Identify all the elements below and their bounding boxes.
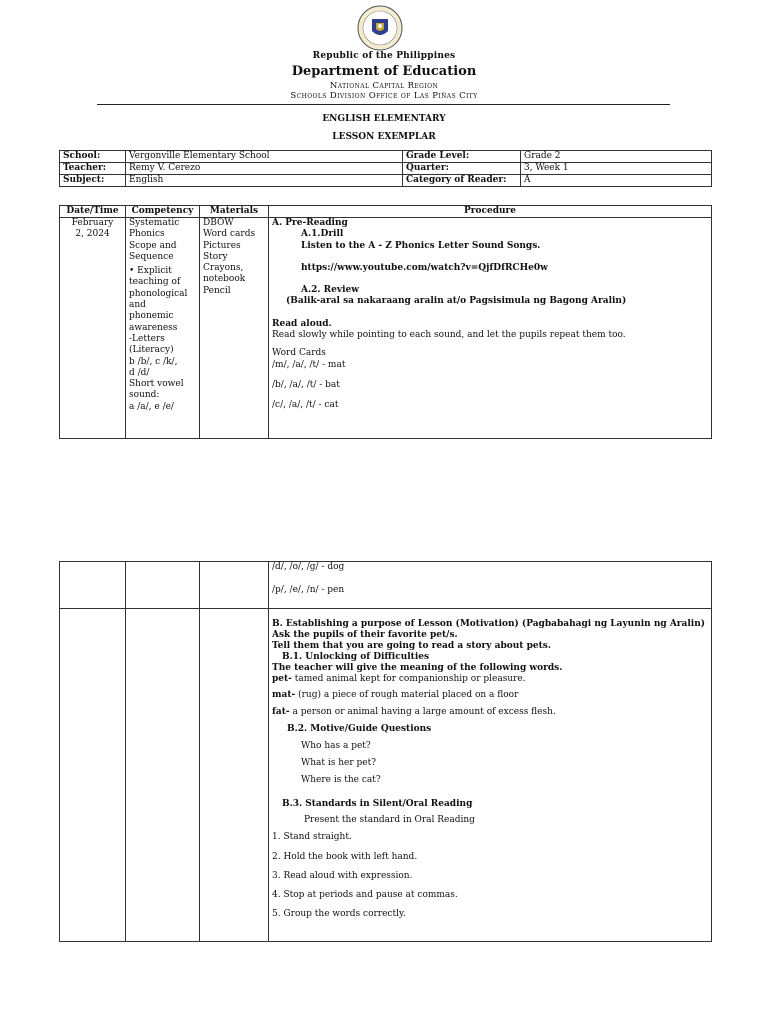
competency-line: • Explicit	[129, 266, 172, 277]
b1-title: B.1. Unlocking of Difficulties	[282, 652, 430, 662]
spacer	[272, 252, 708, 263]
competency-line: and	[129, 300, 146, 311]
spacer	[272, 573, 708, 585]
materials-cell	[200, 218, 269, 439]
drill-title: A.1.Drill	[301, 229, 344, 240]
competency-line: awareness	[129, 322, 178, 333]
vocab-def: tamed animal kept for companionship or pleasure.	[291, 674, 526, 684]
review-title: A.2. Review	[301, 285, 359, 296]
guide-question: Who has a pet?	[301, 741, 371, 751]
competency-line: Phonics	[129, 229, 165, 240]
spacer	[272, 371, 708, 380]
grade-value: Grade 2	[521, 151, 712, 163]
standard-item: 5. Group the words correctly.	[272, 909, 406, 919]
word-cards-label: Word Cards	[272, 348, 326, 359]
review-subtitle: (Balik-aral sa nakaraang aralin at/o Pagsisimula ng Bagong Aralin)	[286, 296, 627, 307]
republic-line: Republic of the Philippines	[312, 51, 456, 61]
b1-text: The teacher will give the meaning of the following words.	[272, 663, 563, 673]
procedure-cell	[269, 562, 712, 609]
guide-question: Where is the cat?	[301, 775, 381, 785]
drill-text: Listen to the A - Z Phonics Letter Sound Songs.	[301, 240, 541, 251]
spacer	[272, 882, 708, 890]
spacer	[272, 341, 708, 348]
doc-subtitle: LESSON EXEMPLAR	[332, 132, 436, 142]
empty-cell	[200, 562, 269, 609]
standard-item: 1. Stand straight.	[272, 832, 352, 842]
competency-line: b /b/, c /k/,	[129, 356, 178, 367]
pre-reading-title: A. Pre-Reading	[272, 218, 348, 228]
vocab-term: mat-	[272, 690, 296, 700]
b3-text: Present the standard in Oral Reading	[304, 815, 475, 825]
col-header-materials: Materials	[200, 206, 269, 218]
standard-item: 3. Read aloud with expression.	[272, 871, 413, 881]
drill-link[interactable]: https://www.youtube.com/watch?v=QjfDfRCHe0w	[301, 262, 548, 273]
materials-line: Pencil	[203, 285, 231, 296]
date-cell	[60, 218, 126, 439]
spacer	[272, 843, 708, 852]
b3-title: B.3. Standards in Silent/Oral Reading	[282, 799, 473, 809]
empty-cell	[126, 562, 200, 609]
standard-item: 4. Stop at periods and pause at commas.	[272, 890, 458, 900]
quarter-value: 3, Week 1	[521, 163, 712, 175]
read-aloud-text: Read slowly while pointing to each sound, and let the pupils repeat them too.	[272, 330, 626, 341]
teacher-label: Teacher:	[60, 163, 126, 175]
col-header-date: Date/Time	[60, 206, 126, 218]
competency-line: Scope and	[129, 240, 177, 251]
deped-seal-logo	[357, 5, 403, 51]
vocab-term: fat-	[272, 707, 290, 717]
competency-line: Short vowel	[129, 379, 184, 390]
competency-line: phonemic	[129, 311, 174, 322]
competency-line: a /a/, e /e/	[129, 401, 174, 412]
section-b-line: Tell them that you are going to read a story about pets.	[272, 641, 551, 651]
competency-line: sound:	[129, 390, 160, 401]
procedure-cell	[269, 218, 712, 439]
department-line: Department of Education	[291, 64, 477, 79]
word-card: /c/, /a/, /t/ - cat	[272, 400, 339, 411]
word-card: /d/, /o/, /g/ - dog	[272, 562, 345, 572]
word-card: /m/, /a/, /t/ - mat	[272, 359, 346, 370]
school-value: Vergonville Elementary School	[126, 151, 403, 163]
date-line: February	[71, 218, 114, 228]
empty-cell	[126, 609, 200, 942]
date-line: 2, 2024	[75, 229, 110, 240]
col-header-procedure: Procedure	[269, 206, 712, 218]
materials-line: Pictures	[203, 240, 241, 251]
info-table	[59, 150, 712, 187]
competency-line: -Letters	[129, 333, 165, 344]
spacer	[272, 901, 708, 909]
competency-cell	[126, 218, 200, 439]
subject-label: Subject:	[60, 175, 126, 187]
b2-title: B.2. Motive/Guide Questions	[287, 724, 432, 734]
standard-item: 2. Hold the book with left hand.	[272, 852, 418, 862]
procedure-table	[59, 205, 712, 439]
vocab-fat	[272, 707, 708, 718]
col-header-competency: Competency	[126, 206, 200, 218]
procedure-cell	[269, 609, 712, 942]
division-line: Schools Division Office of Las Piñas City	[290, 91, 478, 101]
spacer	[272, 308, 708, 319]
competency-line: d /d/	[129, 367, 150, 378]
materials-line: DBOW	[203, 218, 234, 228]
word-card: /b/, /a/, /t/ - bat	[272, 379, 340, 390]
vocab-mat	[272, 690, 708, 701]
section-b-title: B. Establishing a purpose of Lesson (Motivation) (Pagbabahagi ng Layunin ng Aralin)	[272, 619, 706, 629]
category-value: A	[521, 175, 712, 187]
school-label: School:	[60, 151, 126, 163]
subject-value: English	[126, 175, 403, 187]
spacer	[272, 786, 708, 799]
empty-cell	[60, 609, 126, 942]
competency-line: (Literacy)	[129, 345, 174, 356]
procedure-table-continued	[59, 561, 712, 942]
grade-label: Grade Level:	[403, 151, 521, 163]
header-rule	[97, 104, 670, 105]
spacer	[272, 274, 708, 285]
empty-cell	[60, 562, 126, 609]
teacher-value: Remy V. Cerezo	[126, 163, 403, 175]
region-line: National Capital Region	[329, 81, 439, 91]
spacer	[272, 863, 708, 871]
materials-line: notebook	[203, 274, 246, 285]
competency-line: teaching of	[129, 277, 181, 288]
competency-line: phonological	[129, 288, 188, 299]
materials-line: Story	[203, 251, 228, 262]
materials-line: Crayons,	[203, 263, 244, 274]
competency-line: Systematic	[129, 218, 180, 228]
section-b-line: Ask the pupils of their favorite pet/s.	[272, 630, 458, 640]
read-aloud-title: Read aloud.	[272, 318, 332, 329]
guide-question: What is her pet?	[301, 758, 377, 768]
spacer	[272, 391, 708, 400]
vocab-def: a person or animal having a large amount of excess flesh.	[289, 707, 556, 717]
word-card: /p/, /e/, /n/ - pen	[272, 585, 345, 595]
vocab-term: pet-	[272, 674, 292, 684]
vocab-pet	[272, 674, 708, 685]
vocab-def: (rug) a piece of rough material placed on a floor	[295, 690, 519, 700]
quarter-label: Quarter:	[403, 163, 521, 175]
materials-line: Word cards	[203, 229, 256, 240]
doc-title: ENGLISH ELEMENTARY	[322, 114, 446, 124]
category-label: Category of Reader:	[403, 175, 521, 187]
competency-line: Sequence	[129, 251, 174, 262]
empty-cell	[200, 609, 269, 942]
